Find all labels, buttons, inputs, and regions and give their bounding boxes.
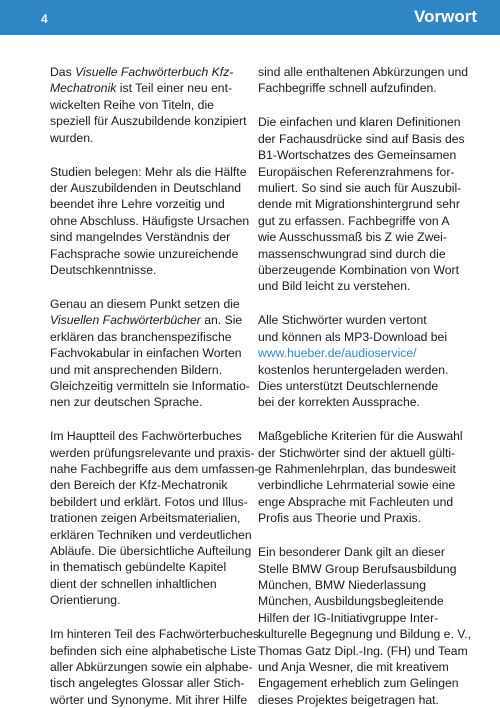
audioservice-link[interactable]: www.hueber.de/audioservice/	[258, 346, 417, 361]
text-line: den Bereich der Kfz-Mechatronik	[50, 478, 228, 493]
text-line: dieses Projektes beigetragen hat.	[258, 692, 439, 707]
text-line: verbindliche Lehrmaterial sowie eine	[258, 478, 456, 493]
page-number: 4	[41, 12, 48, 26]
text-line: Fachsprache sowie unzureichende	[50, 246, 239, 261]
paragraph-intro	[50, 64, 247, 146]
text-line: werden prüfungsrelevante und praxis-	[50, 445, 255, 460]
text-line: wörter und Synonyme. Mit ihrer Hilfe	[50, 692, 248, 707]
text-line: überzeugende Kombination von Wort	[258, 262, 459, 277]
text-line: wie Ausschussmaß bis Z wie Zwei-	[258, 230, 447, 245]
text-line: ohne Abschluss. Häufigste Ursachen	[50, 213, 250, 228]
text-line: Profis aus Theorie und Praxis.	[258, 511, 422, 526]
text-line: München, BMW Niederlassung	[258, 577, 426, 592]
text-line: dende mit Migrationshintergrund sehr	[258, 197, 460, 212]
text-line: Genau an diesem Punkt setzen die	[50, 296, 240, 311]
text-line: München, Ausbildungsbegleitende	[258, 594, 444, 609]
text-line: sind alle enthaltenen Abkürzungen und	[258, 65, 469, 79]
paragraph-main-part	[50, 428, 259, 608]
text-line: beendet ihre Lehre vorzeitig und	[50, 197, 225, 212]
text-line: Deutschkenntnisse.	[50, 262, 157, 277]
left-column	[50, 64, 260, 708]
text-line: der Auszubildenden in Deutschland	[50, 180, 242, 195]
text-line: Orientierung.	[50, 593, 121, 608]
text-line: und mit ansprechenden Bildern.	[50, 362, 223, 377]
text-line: erklären das branchenspezifische	[50, 329, 232, 344]
text-line: kulturelle Begegnung und Bildung e. V.,	[258, 627, 471, 642]
text-line: Ein besonderer Dank gilt an dieser	[258, 545, 445, 560]
text-line: nahe Fachbegriffe aus dem umfassen-	[50, 462, 259, 477]
section-title: Vorwort	[414, 7, 477, 26]
text-line: Alle Stichwörter wurden vertont	[258, 313, 427, 328]
paragraph-audio	[258, 312, 458, 410]
text-line: wurden.	[50, 130, 94, 145]
text-line: und Anja Wesner, die mit kreativem	[258, 660, 449, 674]
text-line: Die einfachen und klaren Definitionen	[258, 115, 461, 130]
paragraph-studies	[50, 164, 250, 279]
text-line: sind mangelndes Verständnis der	[50, 230, 231, 245]
paragraph-continuation	[258, 64, 469, 97]
text-line: Fachvokabular in einfachen Worten	[50, 346, 242, 361]
text-line: der Stichwörter sind der aktuell gülti-	[258, 445, 456, 460]
text-line: kostenlos heruntergeladen werden.	[258, 362, 449, 377]
text-line: Das Visuelle Fachwörterbuch Kfz-	[50, 65, 234, 79]
text-line: speziell für Auszubildende konzipiert	[50, 114, 247, 129]
text-line: Im hinteren Teil des Fachwörterbuches	[50, 627, 260, 642]
text-line: muliert. So sind sie auch für Auszubil-	[258, 180, 462, 195]
text-line: aller Abkürzungen sowie ein alphabe-	[50, 660, 253, 674]
header-bar	[0, 0, 500, 35]
text-line: Im Hauptteil des Fachwörterbuches	[50, 429, 242, 444]
text-line: tisch angelegtes Glossar aller Stich-	[50, 676, 245, 691]
text-line: Europäischen Referenzrahmens for-	[258, 164, 455, 179]
text-line: gut zu erfassen. Fachbegriffe von A	[258, 213, 450, 228]
text-line: und können als MP3-Download bei	[258, 329, 448, 344]
text-line: Thomas Gatz Dipl.-Ing. (FH) und Team	[258, 643, 468, 658]
text-line: Hilfen der IG-Initiativgruppe Inter-	[258, 610, 439, 625]
text-line: Fachbegriffe schnell aufzufinden.	[258, 81, 437, 96]
paragraph-purpose	[50, 296, 250, 411]
text-line: Gleichzeitig vermitteln sie Informatio-	[50, 378, 250, 393]
text-line: Visuellen Fachwörterbücher an. Sie	[50, 313, 243, 328]
text-line: trationen zeigen Arbeitsmaterialien,	[50, 511, 241, 526]
text-line: bebildert und erklärt. Fotos und Illus-	[50, 494, 248, 509]
text-line: enge Absprache mit Fachleuten und	[258, 494, 454, 509]
text-line: und Bild leicht zu verstehen.	[258, 279, 411, 294]
text-line: Studien belegen: Mehr als die Hälfte	[50, 164, 247, 179]
text-line: Dies unterstützt Deutschlernende	[258, 378, 439, 393]
text-line: erklären Techniken und verdeutlichen	[50, 527, 252, 542]
text-line: befinden sich eine alphabetische Liste	[50, 643, 256, 658]
text-line: Abläufe. Die übersichtliche Aufteilung	[50, 544, 252, 559]
text-line: B1-Wortschatzes des Gemeinsamen	[258, 148, 457, 163]
paragraph-thanks	[258, 544, 471, 708]
text-line: in thematisch gebündelte Kapitel	[50, 560, 227, 575]
text-line: dient der schnellen inhaltlichen	[50, 576, 217, 591]
text-line: Engagement erheblich zum Gelingen	[258, 676, 459, 691]
text-line: bei der korrekten Aussprache.	[258, 395, 420, 410]
text-line: massenschwungrad sind durch die	[258, 246, 446, 261]
text-line: wickelten Reihe von Titeln, die	[50, 97, 214, 112]
text-line: Stelle BMW Group Berufsausbildung	[258, 561, 457, 576]
text-line: ge Rahmenlehrplan, das bundesweit	[258, 462, 456, 477]
text-line: nen zur deutschen Sprache.	[50, 395, 203, 410]
text-line: Maßgebliche Kriterien für die Auswahl	[258, 429, 463, 444]
paragraph-back-part	[50, 626, 260, 708]
text-line: der Fachausdrücke sind auf Basis des	[258, 131, 465, 146]
paragraph-criteria	[258, 428, 463, 526]
right-column	[258, 64, 471, 708]
text-line: Mechatronik ist Teil einer neu ent-	[50, 81, 233, 96]
paragraph-definitions	[258, 114, 465, 294]
